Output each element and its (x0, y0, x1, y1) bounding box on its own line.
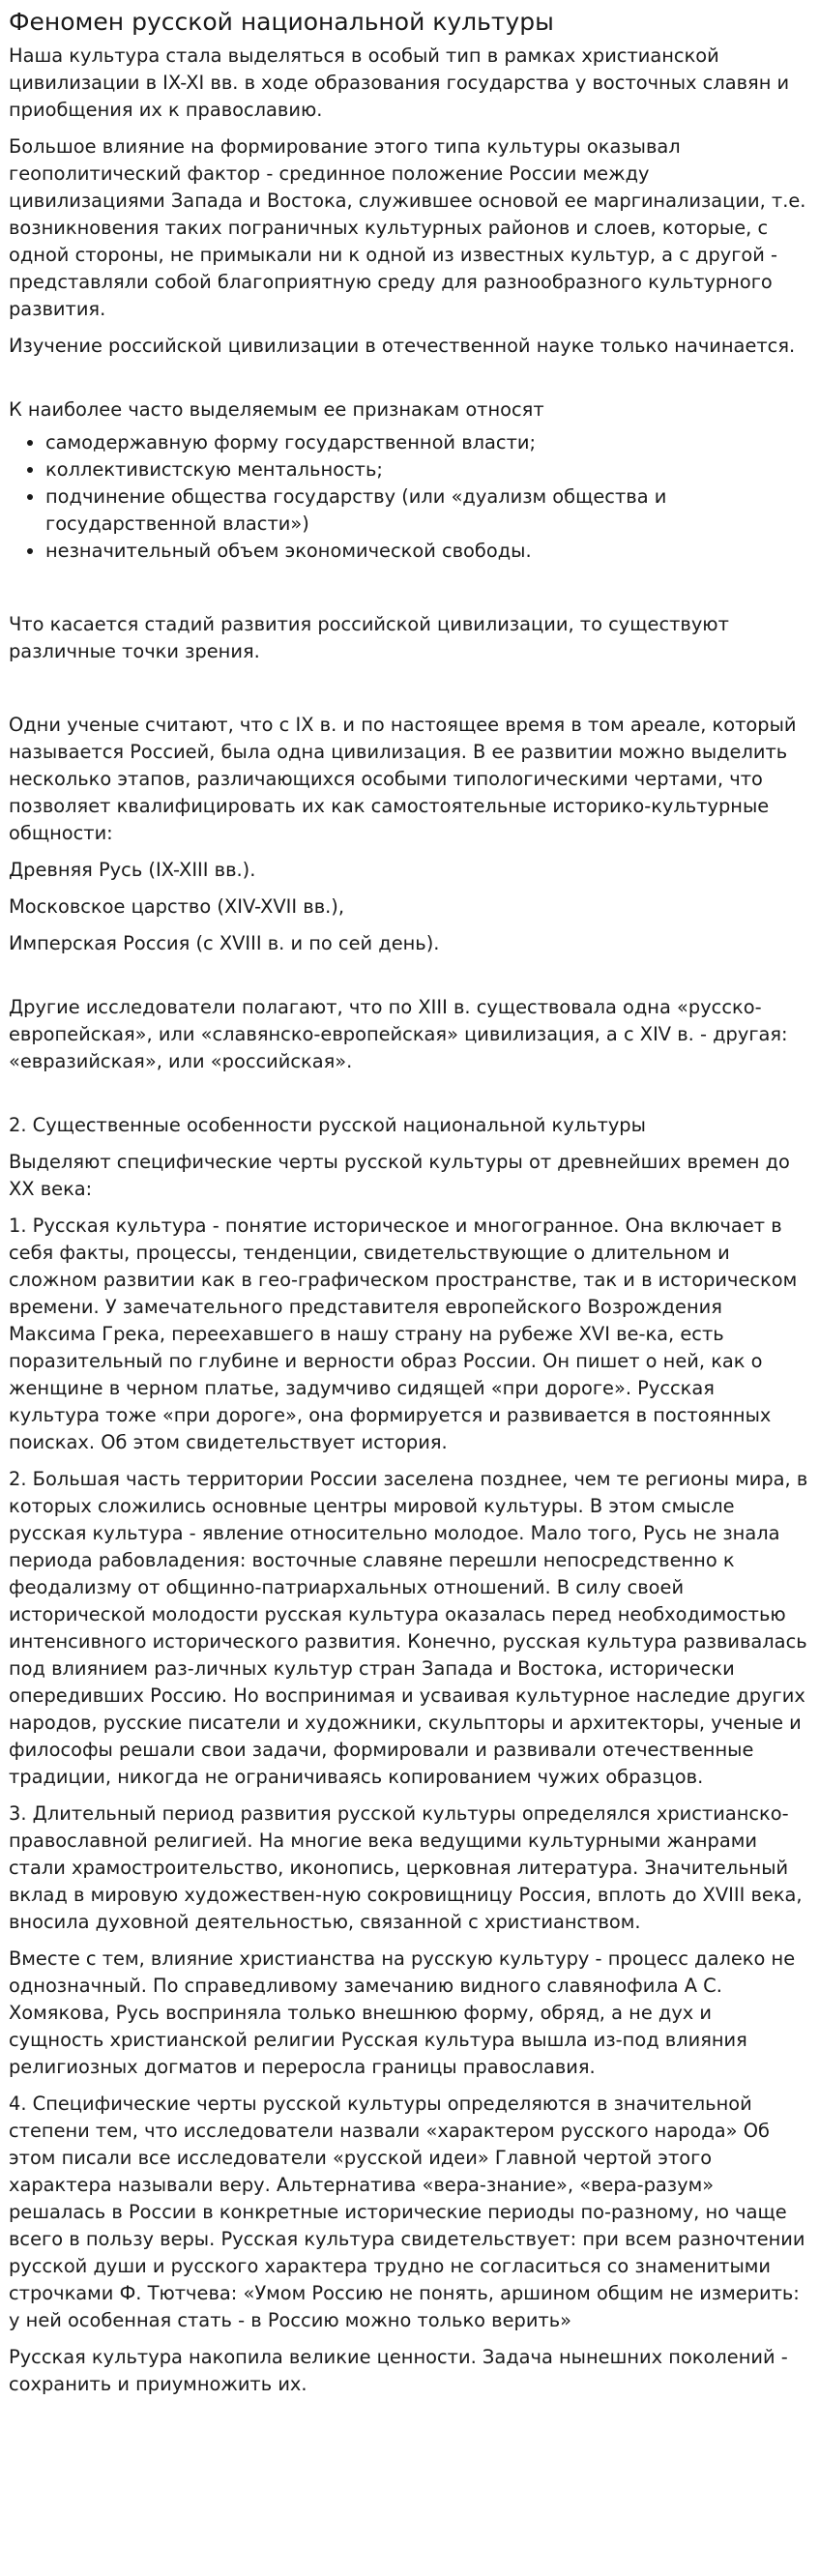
section-2-heading: 2. Существенные особенности русской национальной культуры (9, 1114, 646, 1136)
period-item: Московское царство (XIV-XVII вв.), (9, 895, 345, 918)
features-list (9, 429, 809, 565)
list-item: • незначительный объем экономической свободы. (45, 538, 809, 565)
intro-paragraph-2: Большое влияние на формирование этого типа культуры оказывал геополитический фактор - срединное положение России между цивилизациями Запада и Востока, служившее основой ее маргинализации, т.е. возникновения таких пограничных культурных районов и слоев, которые, с одной стороны, не примыкали ни к одной из известных культур, а с другой - представляли собой благоприятную среду для разнообразного культурного развития. (9, 135, 806, 320)
intro-paragraph-3: Изучение российской цивилизации в отечественной науке только начинается. (9, 335, 796, 357)
section-2-paragraph-6: Русская культура накопила великие ценности. Задача нынешних поколений - сохранить и приумножить их. (9, 2346, 788, 2395)
section-2-paragraph-3: 3. Длительный период развития русской культуры определялся христианско-православной религией. На многие века ведущими культурными жанрами стали храмостроительство, иконопись, церковная литература. Значительный вклад в мировую художествен-ную сокровищницу Россия, вплоть до XVIII века, вносила духовной деятельностью, связанной с христианством. (9, 1802, 803, 1933)
period-item: Имперская Россия (с XVIII в. и по сей день). (9, 932, 440, 954)
section-2-paragraph-4: Вместе с тем, влияние христианства на русскую культуру - процесс далеко не однозначный. По справедливому замечанию видного славянофила А С. Хомякова, Русь восприняла только внешнюю форму, обряд, а не дух и сущность христианской религии Русская культура вышла из-под влияния религиозных догматов и переросла границы православия. (9, 1947, 796, 2078)
section-2-lead: Выделяют специфические черты русской культуры от древнейших времен до XX века: (9, 1151, 790, 1200)
list-item: • подчинение общества государству (или «дуализм общества и государственной власти») (45, 483, 809, 538)
section-2-paragraph-5: 4. Специфические черты русской культуры определяются в значительной степени тем, что исследователи назвали «характером русского народа» Об этом писали все исследователи «русской идеи» Главной чертой этого характера называли веру. Альтернатива «вера-знание», «вера-разум» решалась в России в конкретные исторические периоды по-разному, но чаще всего в пользу веры. Русская культура свидетельствует: при всем разночтении русской души и русского характера трудно не согласиться со знаменитыми строчками Ф. Тютчева: «Умом Россию не понять, аршином общим не измерить: у ней особенная стать - в Россию можно только верить» (9, 2093, 805, 2331)
period-item: Древняя Русь (IX-XIII вв.). (9, 859, 256, 881)
stages-view-2: Другие исследователи полагают, что по XIII в. существовала одна «русско-европейская», или «славянско-европейская» цивилизация, а с XIV в. - другая: «евразийская», или «российская». (9, 996, 788, 1072)
section-2-paragraph-2: 2. Большая часть территории России заселена позднее, чем те регионы мира, в которых сложились основные центры мировой культуры. В этом смысле русская культура - явление относительно молодое. Мало того, Русь не знала периода рабовладения: восточные славяне перешли непосредственно к феодализму от общинно-патриархальных отношений. В силу своей исторической молодости русская культура оказалась перед необходимостью интенсивного исторического развития. Конечно, русская культура развивалась под влиянием раз-личных культур стран Запада и Востока, исторически опередивших Россию. Но воспринимая и усваивая культурное наследие других народов, русские писатели и художники, скульпторы и архитекторы, ученые и философы решали свои задачи, формировали и развивали отечественные традиции, никогда не ограничиваясь копированием чужих образцов. (9, 1468, 808, 1788)
list-item: • коллективистскую ментальность; (45, 456, 809, 483)
section-2-paragraph-1: 1. Русская культура - понятие историческое и многогранное. Она включает в себя факты, процессы, тенденции, свидетельствующие о длительном и сложном развитии как в гео-графическом пространстве, так и в историческом времени. У замечательного представителя европейского Возрождения Максима Грека, переехавшего в нашу страну на рубеже XVI ве-ка, есть поразительный по глубине и верности образ России. Он пишет о ней, как о женщине в черном платье, задумчиво сидящей «при дороге». Русская культура тоже «при дороге», она формируется и развивается в постоянных поисках. Об этом свидетельствует история. (9, 1215, 798, 1453)
intro-paragraph-1: Наша культура стала выделяться в особый тип в рамках христианской цивилизации в IX-XI вв. в ходе образования государства у восточных славян и приобщения их к православию. (9, 44, 790, 121)
stages-view-1: Одни ученые считают, что с IX в. и по настоящее время в том ареале, который называется Россией, была одна цивилизация. В ее развитии можно выделить несколько этапов, различающихся особыми типологическими чертами, что позволяет квалифицировать их как самостоятельные историко-культурные общности: (9, 714, 797, 844)
list-item: • самодержавную форму государственной власти; (45, 429, 809, 456)
page-title: Феномен русской национальной культуры (9, 8, 554, 36)
features-intro: К наиболее часто выделяемым ее признакам относят (9, 398, 544, 421)
stages-intro: Что касается стадий развития российской цивилизации, то существуют различные точки зрения. (9, 613, 729, 662)
